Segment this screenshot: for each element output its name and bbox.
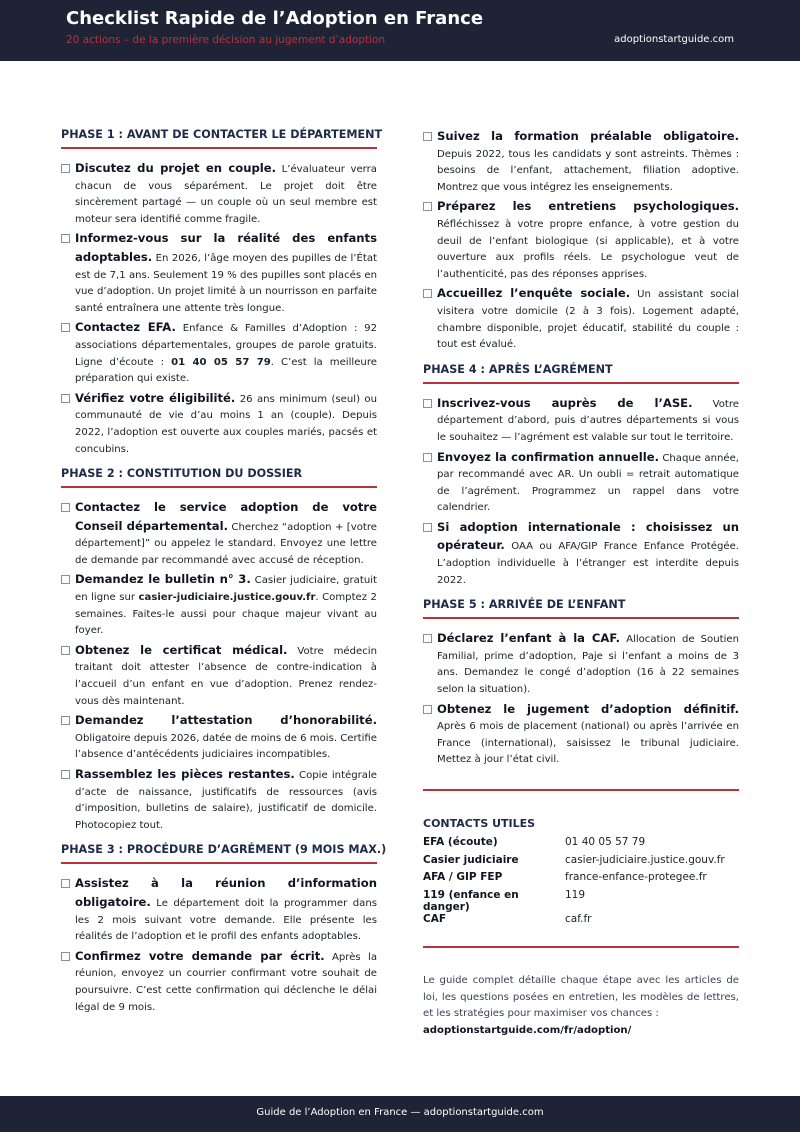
item-lead: Suivez la formation préalable obligatoire. bbox=[437, 129, 739, 143]
item-body: Obligatoire depuis 2026, datée de moins de 6 mois. Certifie l’absence d’antécédents judiciaires incompatibles. bbox=[75, 732, 377, 761]
phase-title: PHASE 4 : APRÈS L’AGRÉMENT bbox=[423, 363, 739, 384]
left-column bbox=[61, 128, 387, 1025]
item-lead: Contactez EFA. bbox=[75, 320, 176, 335]
checklist-item bbox=[61, 390, 377, 458]
checkbox[interactable] bbox=[423, 289, 432, 298]
item-lead: Préparez les entretiens psychologiques. bbox=[437, 199, 739, 214]
contact-row bbox=[423, 871, 739, 889]
contact-label: AFA / GIP FEP bbox=[423, 871, 503, 883]
page-header bbox=[0, 0, 800, 61]
checklist-item bbox=[423, 449, 739, 517]
contact-row bbox=[423, 913, 739, 931]
item-lead: Contactez le service adoption de votre Conseil départemental. bbox=[75, 500, 377, 533]
item-lead: Assistez à la réunion d’information obligatoire. bbox=[75, 876, 377, 909]
contacts-table bbox=[423, 836, 739, 930]
checkbox[interactable] bbox=[423, 132, 432, 141]
checklist-item bbox=[61, 571, 377, 639]
checklist-item bbox=[61, 160, 377, 228]
phase-title: PHASE 1 : AVANT DE CONTACTER LE DÉPARTEMENT bbox=[61, 128, 377, 149]
phone-number: 01 40 05 57 79 bbox=[171, 356, 271, 368]
checklist-item bbox=[61, 766, 377, 834]
phase-2 bbox=[61, 467, 377, 834]
phase-4 bbox=[423, 363, 739, 590]
phase-title: PHASE 3 : PROCÉDURE D’AGRÉMENT (9 MOIS MAX.) bbox=[61, 843, 377, 864]
checkbox[interactable] bbox=[61, 646, 70, 655]
checklist-item bbox=[423, 128, 739, 196]
phase-title: PHASE 5 : ARRIVÉE DE L’ENFANT bbox=[423, 598, 739, 619]
item-lead: Rassemblez les pièces restantes. bbox=[75, 767, 295, 781]
checkbox[interactable] bbox=[423, 523, 432, 532]
contact-label: EFA (écoute) bbox=[423, 836, 498, 848]
contact-value[interactable]: france-enfance-protegee.fr bbox=[565, 871, 707, 883]
checkbox[interactable] bbox=[61, 394, 70, 403]
page-subtitle: 20 actions – de la première décision au jugement d’adoption bbox=[66, 34, 386, 46]
contact-value: 119 bbox=[565, 888, 586, 901]
checkbox[interactable] bbox=[423, 634, 432, 643]
checklist-item bbox=[61, 948, 377, 1016]
header-site-link[interactable]: adoptionstartguide.com bbox=[614, 34, 734, 45]
checkbox[interactable] bbox=[61, 164, 70, 173]
checkbox[interactable] bbox=[61, 879, 70, 888]
item-lead: Si adoption internationale : choisissez un opérateur. bbox=[437, 519, 739, 553]
item-lead: Demandez l’attestation d’honorabilité. bbox=[75, 713, 377, 728]
contact-label: CAF bbox=[423, 912, 447, 925]
item-lead: Vérifiez votre éligibilité. bbox=[75, 390, 236, 405]
item-body: L’évaluateur verra chacun de vous séparément. Le projet doit être sincèrement partagé — un couple où un seul membre est moteur sera identifié comme fragile. bbox=[75, 164, 377, 225]
checklist-item bbox=[423, 701, 739, 769]
checkbox[interactable] bbox=[61, 952, 70, 961]
item-body: OAA ou AFA/GIP France Enfance Protégée. L’adoption individuelle à l’étranger est interdite depuis 2022. bbox=[437, 541, 739, 586]
checklist-item bbox=[61, 642, 377, 710]
checkbox[interactable] bbox=[423, 202, 432, 211]
contact-row bbox=[423, 854, 739, 872]
checkbox[interactable] bbox=[61, 323, 70, 332]
item-body: Copie intégrale d’acte de naissance, justificatifs de ressources (avis d’imposition, bulletins de salaire), justificatif de domicile. Photocopiez tout. bbox=[75, 770, 378, 831]
item-body: Votre médecin traitant doit attester l’absence de contre-indication à l’accueil d’un enfant en vue d’adoption. Prenez rendez-vous dès maintenant. bbox=[75, 645, 377, 707]
contact-value[interactable]: caf.fr bbox=[565, 912, 592, 925]
contact-label: Casier judiciaire bbox=[423, 853, 519, 866]
checklist-item bbox=[423, 630, 739, 698]
checkbox[interactable] bbox=[61, 770, 70, 779]
checkbox[interactable] bbox=[61, 234, 70, 243]
item-body: Cherchez “adoption + [votre département]” ou appelez le standard. Envoyez une lettre de demande par recommandé avec accusé de réception. bbox=[75, 521, 377, 566]
phase-1 bbox=[61, 128, 383, 458]
checklist-item bbox=[61, 230, 377, 317]
checklist-item bbox=[423, 198, 739, 283]
item-body: Chaque année, par recommandé avec AR. Un oubli = retrait automatique de l’agrément. Programmez un rappel dans votre calendrier. bbox=[437, 452, 739, 514]
page-title: Checklist Rapide de l’Adoption en France bbox=[66, 8, 484, 29]
contact-value: 01 40 05 57 79 bbox=[565, 836, 646, 848]
item-lead: Accueillez l’enquête sociale. bbox=[437, 286, 631, 301]
checklist-item bbox=[61, 712, 377, 764]
item-body: Depuis 2022, tous les candidats y sont astreints. Thèmes : besoins de l’enfant, attachement, filiation adoptive. Montrez que vous intégrez les enseignements. bbox=[437, 148, 739, 193]
checklist-item bbox=[423, 395, 739, 447]
checklist-item bbox=[61, 499, 377, 569]
checklist-item bbox=[61, 875, 377, 945]
item-lead: Demandez le bulletin n° 3. bbox=[75, 572, 251, 587]
item-body: Casier judiciaire, gratuit en ligne sur bbox=[75, 575, 377, 604]
guide-note bbox=[423, 973, 739, 1039]
item-body: Le département doit la programmer dans les 2 mois suivant votre demande. Elle présente les réalités de l’adoption et le profil des enfants adoptables. bbox=[75, 897, 377, 943]
page-footer bbox=[0, 1096, 800, 1132]
item-body: Réfléchissez à votre propre enfance, à votre gestion du deuil de l’enfant biologique (si applicable), et à votre ouverture aux profils réels. Le psychologue veut de l’authenticité, pas des réponses apprises. bbox=[437, 218, 739, 280]
item-lead: Envoyez la confirmation annuelle. bbox=[437, 449, 659, 464]
contact-row bbox=[423, 889, 739, 913]
phase-3 bbox=[61, 843, 387, 1016]
item-body: Allocation de Soutien Familial, prime d’adoption, Paje si l’enfant a moins de 3 ans. Demandez le congé d’adoption (16 à 22 semaines selon la situation). bbox=[437, 634, 739, 696]
contacts-title: CONTACTS UTILES bbox=[423, 817, 536, 830]
phase-5 bbox=[423, 598, 739, 769]
checkbox[interactable] bbox=[423, 705, 432, 714]
item-lead: Inscrivez-vous auprès de l’ASE. bbox=[437, 395, 693, 410]
item-body: Enfance & Familles d’Adoption : 92 associations départementales, groupes de parole gratuits. Ligne d’écoute : bbox=[75, 323, 378, 368]
phase-title: PHASE 2 : CONSTITUTION DU DOSSIER bbox=[61, 467, 377, 488]
checkbox[interactable] bbox=[423, 453, 432, 462]
item-body: Après la réunion, envoyez un courrier confirmant votre souhait de poursuivre. C’est cette confirmation qui déclenche le délai légal de 9 mois. bbox=[75, 951, 377, 1013]
item-body: Un assistant social visitera votre domicile (2 à 3 fois). Logement adapté, chambre disponible, projet éducatif, stabilité du couple : tout est évalué. bbox=[437, 289, 739, 351]
item-body-tail: . Comptez 2 semaines. Faites-le aussi pour chaque majeur vivant au foyer. bbox=[75, 592, 377, 637]
divider bbox=[423, 946, 739, 948]
phase-3-continued bbox=[423, 128, 739, 354]
item-lead: Confirmez votre demande par écrit. bbox=[75, 948, 325, 963]
item-lead: Déclarez l’enfant à la CAF. bbox=[437, 631, 621, 646]
url-text: casier-judiciaire.justice.gouv.fr bbox=[138, 592, 316, 604]
footer-text: Guide de l’Adoption en France — adoptionstartguide.com bbox=[256, 1107, 544, 1118]
contact-label: 119 (enfance en danger) bbox=[423, 888, 519, 913]
guide-text: Le guide complet détaille chaque étape avec les articles de loi, les questions posées en entretien, les modèles de lettres, et les stratégies pour maximiser vos chances : bbox=[423, 975, 739, 1020]
checkbox[interactable] bbox=[423, 399, 432, 408]
guide-link[interactable]: adoptionstartguide.com/fr/adoption/ bbox=[423, 1024, 632, 1036]
checkbox[interactable] bbox=[61, 575, 70, 584]
checkbox[interactable] bbox=[61, 503, 70, 512]
contact-row bbox=[423, 836, 739, 854]
contact-value[interactable]: casier-judiciaire.justice.gouv.fr bbox=[565, 853, 725, 866]
item-body: 26 ans minimum (seul) ou communauté de vie d’au moins 1 an (couple). Depuis 2022, l’adoption est ouverte aux couples mariés, pacsés et concubins. bbox=[75, 393, 377, 455]
checklist-item bbox=[423, 285, 739, 353]
item-lead: Informez-vous sur la réalité des enfants adoptables. bbox=[75, 231, 377, 264]
checklist-item bbox=[61, 319, 377, 387]
divider bbox=[423, 789, 739, 791]
item-body: Après 6 mois de placement (national) ou après l’arrivée en France (international), saisissez le tribunal judiciaire. Mettez à jour l’état civil. bbox=[437, 721, 739, 766]
right-column bbox=[423, 128, 739, 1039]
item-lead: Obtenez le certificat médical. bbox=[75, 642, 288, 657]
checklist-item bbox=[423, 519, 739, 589]
item-body: Votre département d’abord, puis d’autres départements si vous le souhaitez — l’agrément est valable sur tout le territoire. bbox=[437, 398, 739, 443]
checkbox[interactable] bbox=[61, 716, 70, 725]
item-body-tail: . C’est la meilleure préparation qui existe. bbox=[75, 356, 377, 385]
item-lead: Discutez du projet en couple. bbox=[75, 161, 277, 175]
item-lead: Obtenez le jugement d’adoption définitif. bbox=[437, 701, 739, 716]
item-body: En 2026, l’âge moyen des pupilles de l’État est de 7,1 ans. Seulement 19 % des pupilles sont placés en vue d’adoption. Un projet limité à un nourrisson en parfaite santé entraînera une attente très longue. bbox=[75, 252, 377, 314]
